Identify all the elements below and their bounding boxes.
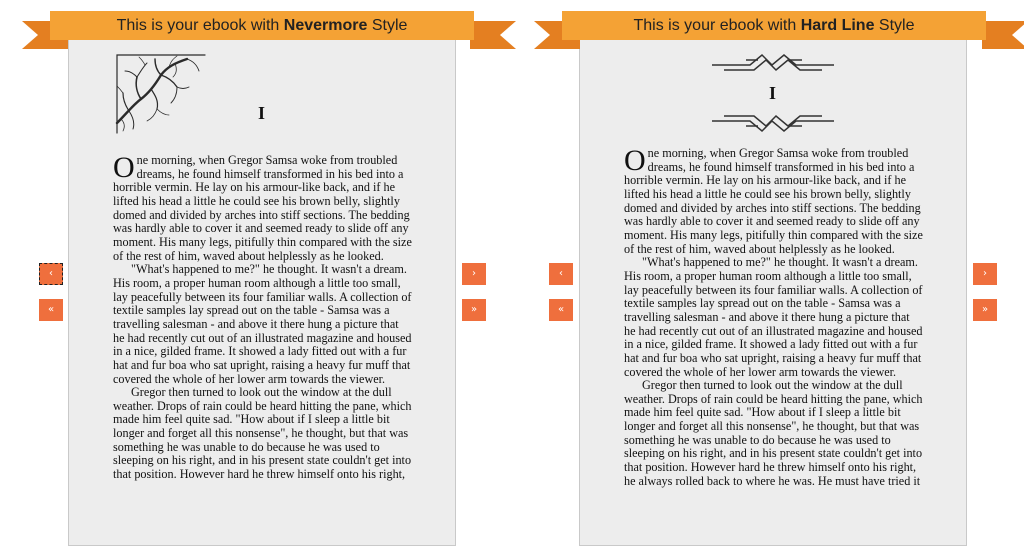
left-banner-suffix: Style [367, 17, 408, 34]
left-dropcap: O [113, 151, 135, 184]
right-first-page-button[interactable]: « [549, 299, 573, 321]
left-prev-page-button[interactable]: ‹ [39, 263, 63, 285]
right-ebook-text [624, 144, 924, 488]
right-ribbon-tail-right [982, 21, 1024, 49]
left-paragraph-1: One morning, when Gregor Samsa woke from troubled dreams, he found himself transformed in his bed into a horrible vermin. He lay on his armour-like back, and if he lifted his head a little he could see his brown belly, slightly domed and divided by arches into stiff sections. The bedding was hardly able to cover it and seemed ready to slide off any moment. His many legs, pitifully thin compared with the size of the rest of him, waved about helplessly as he looked. [113, 151, 412, 263]
left-ebook-text [113, 151, 413, 482]
right-paragraph-3: Gregor then turned to look out the window at the dull weather. Drops of rain could be heard hitting the pane, which made him feel quite sad. "How about if I sleep a little bit longer and forget all this nonsense", he thought, but that was something he was unable to do because he was used to sleeping on his right, and in his present state couldn't get into that position. However hard he threw himself onto his right, he always rolled back to where he was. He must have tried it [624, 378, 923, 488]
left-banner-prefix: This is your ebook with [116, 17, 284, 34]
right-chapter-heading: I [769, 83, 777, 103]
right-paragraph-2: "What's happened to me?" he thought. It wasn't a dream. His room, a proper human room although a little too small, lay peacefully between its four familiar walls. A collection of textile samples lay spread out on the table - Samsa was a travelling salesman - and above it there hung a picture that he had recently cut out of an illustrated magazine and housed in a nice, gilded frame. It showed a lady fitted out with a fur hat and fur boa who sat upright, raising a heavy fur muff that covered the whole of her lower arm towards the viewer. [624, 255, 923, 379]
right-paragraph-1: One morning, when Gregor Samsa woke from troubled dreams, he found himself transformed in his bed into a horrible vermin. He lay on his armour-like back, and if he lifted his head a little he could see his brown belly, slightly domed and divided by arches into stiff sections. The bedding was hardly able to cover it and seemed ready to slide off any moment. His many legs, pitifully thin compared with the size of the rest of him, waved about helplessly as he looked. [624, 144, 923, 256]
left-first-page-button[interactable]: « [39, 299, 63, 321]
right-banner-prefix: This is your ebook with [633, 17, 801, 34]
left-ebook-page [68, 36, 456, 546]
right-banner-style-name: Hard Line [800, 17, 875, 34]
right-banner-suffix: Style [874, 17, 915, 34]
left-next-page-button[interactable]: › [462, 263, 486, 285]
right-last-page-button[interactable]: » [973, 299, 997, 321]
left-chapter-heading: I [258, 103, 266, 123]
left-paragraph-2: "What's happened to me?" he thought. It wasn't a dream. His room, a proper human room although a little too small, lay peacefully between its four familiar walls. A collection of textile samples lay spread out on the table - Samsa was a travelling salesman - and above it there hung a picture that he had recently cut out of an illustrated magazine and housed in a nice, gilded frame. It showed a lady fitted out with a fur hat and fur boa who sat upright, raising a heavy fur muff that covered the whole of her lower arm towards the viewer. [113, 262, 412, 386]
right-ebook-page [579, 36, 967, 546]
left-style-banner [50, 11, 474, 40]
left-banner-style-name: Nevermore [283, 17, 368, 34]
branch-ornament-icon [115, 53, 207, 135]
right-prev-page-button[interactable]: ‹ [549, 263, 573, 285]
right-style-banner [562, 11, 986, 40]
right-next-page-button[interactable]: › [973, 263, 997, 285]
left-paragraph-3: Gregor then turned to look out the window at the dull weather. Drops of rain could be heard hitting the pane, which made him feel quite sad. "How about if I sleep a little bit longer and forget all this nonsense", he thought, but that was something he was unable to do because he was used to sleeping on his right, and in his present state couldn't get into that position. However hard he threw himself onto his right, [113, 385, 412, 482]
left-last-page-button[interactable]: » [462, 299, 486, 321]
hard-line-bottom-ornament-icon [710, 113, 836, 135]
left-ribbon-tail-right [470, 21, 516, 49]
right-dropcap: O [624, 144, 646, 177]
hard-line-top-ornament-icon [710, 51, 836, 73]
